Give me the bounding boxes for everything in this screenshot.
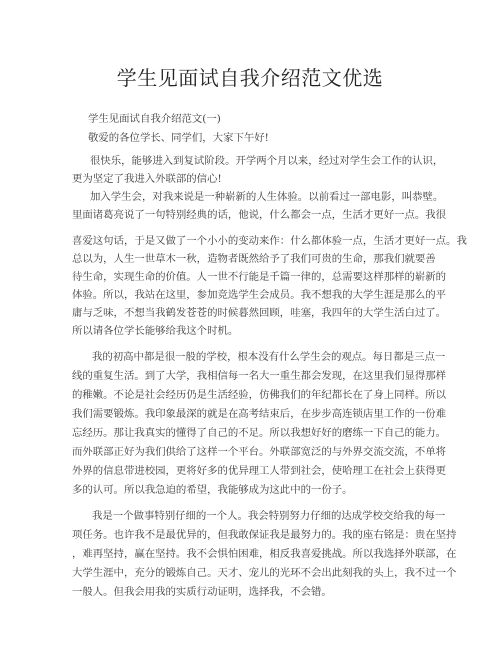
- paragraph-line: 所以请各位学长能够给我这个时机。: [72, 325, 239, 337]
- paragraph-line: 我是一个做事特别仔细的一个人。我会特别努力仔细的达成学校交给我的每一: [92, 510, 446, 522]
- paragraph-line: 加入学生会，对我来说是一种崭新的人生体验。以前看过一部电影，叫恭壁。: [90, 191, 444, 203]
- paragraph-line: 我们需要锻炼。我印象最深的就是在高考结束后，在步步高连锁店里工作的一份难: [72, 408, 447, 420]
- paragraph-line: 线的重复生活。到了大学，我相信每一名大一重生都会发现，在这里我们显得那样: [72, 370, 447, 382]
- paragraph-line: 而外联部正好为我们供给了这样一个平台。外联部宽泛的与外界交流交流，不单将: [72, 446, 447, 458]
- page-title: 学生见面试自我介绍范文优选: [116, 66, 384, 90]
- paragraph-line: 外界的信息带进校园，更将好多的优异理工人带到社会，使哈理工在社会上获得更: [72, 465, 447, 477]
- paragraph-line: 待生命，实现生命的价值。人一世不行能是千篇一律的，总需要这样那样的崭新的: [72, 271, 447, 283]
- paragraph-line: 项任务。也许我不是最优异的，但我敢保证我是最努力的。我的座右铭是：贵在坚持: [72, 529, 457, 541]
- paragraph-line: 一般人。但我会用我的实质行动证明，选择我，不会错。: [72, 586, 332, 598]
- paragraph-line: ，难再坚持，赢在坚持。我不会惧怕困难，相反我喜爱挑战。所以我选择外联部，在: [72, 548, 457, 560]
- paragraph-line: 大学生涯中，充分的锻炼自己。天才、宠儿的光环不会出此刻我的头上，我不过一个: [72, 567, 457, 579]
- paragraph-line: 敬爱的各位学长、同学们，大家下午好!: [88, 132, 269, 144]
- paragraph-line: 里面诸葛亮说了一句特别经典的话，他说，什么都会一点，生活才更好一点。我很: [72, 209, 447, 221]
- paragraph-line: 更为坚定了我进入外联部的信心!: [72, 173, 222, 185]
- paragraph-line: 庸与乏味，不想当我鹤发苍苍的时候暮然回顾，哇塞，我四年的大学生活白过了。: [72, 307, 447, 319]
- paragraph-line: 喜爱这句话，于是又做了一个小小的变动来作：什么都体验一点，生活才更好一点。我: [72, 235, 467, 247]
- paragraph-line: 我的初高中都是很一般的学校，根本没有什么学生会的观点。每日都是三点一: [92, 351, 446, 363]
- paragraph-line: 总以为，人生一世草木一秋，造物者既然给予了我们可贵的生命，那我们就要善: [72, 253, 436, 265]
- section-subtitle: 学生见面试自我介绍范文(一): [88, 113, 221, 125]
- paragraph-line: 多的认可。所以我急迫的希望，我能够成为这此中的一份子。: [72, 484, 353, 496]
- paragraph-line: 忘经历。那让我真实的懂得了自己的不足。所以我想好好的磨练一下自己的能力。: [72, 427, 447, 439]
- paragraph-line: 很快乐，能够进入到复试阶段。开学两个月以来，经过对学生会工作的认识，: [90, 155, 444, 167]
- paragraph-line: 体验。所以，我站在这里，参加竞选学生会成员。我不想我的大学生涯是那么的平: [72, 289, 447, 301]
- paragraph-line: 的稚嫩。不论是社会经历仍是生活经验，仿佛我们的年纪都长在了身上同样。所以: [72, 389, 447, 401]
